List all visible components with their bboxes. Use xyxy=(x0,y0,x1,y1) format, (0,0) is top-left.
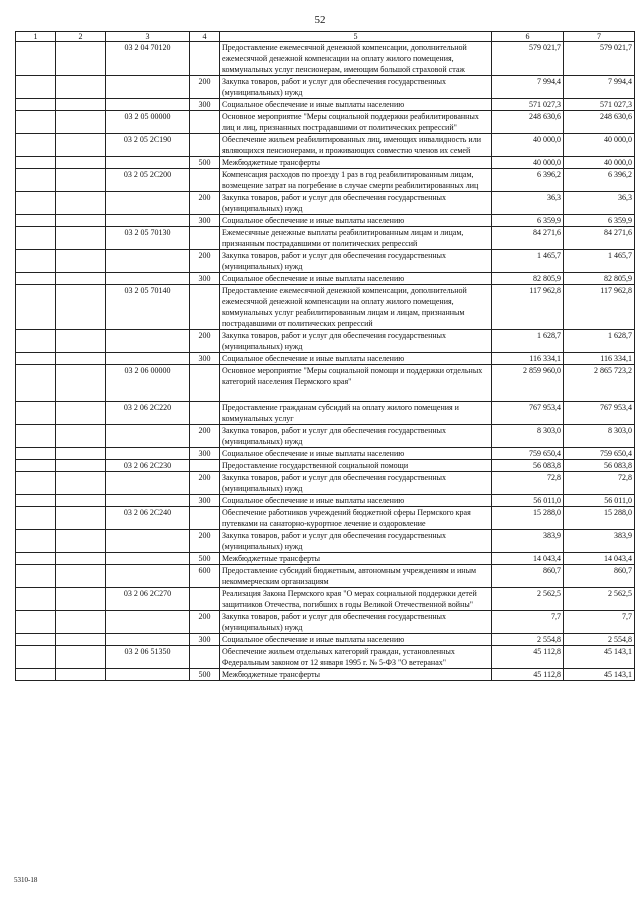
amount-col-6: 45 112,8 xyxy=(492,646,564,669)
amount-col-6: 759 650,4 xyxy=(492,448,564,460)
cell-col-1 xyxy=(16,285,56,330)
item-name: Закупка товаров, работ и услуг для обеспечения государственных (муниципальных) нужд xyxy=(220,530,492,553)
budget-code: 03 2 06 51350 xyxy=(106,646,190,669)
amount-col-7: 579 021,7 xyxy=(564,42,635,76)
item-name: Предоставление ежемесячной денежной компенсации, дополнительной ежемесячной денежной компенсации на оплату жилого помещения, коммунальных услуг реабилитированным лицам и лицам, признанным пострадавшими от политических репрессий xyxy=(220,285,492,330)
expense-type: 300 xyxy=(190,99,220,111)
cell-col-1 xyxy=(16,169,56,192)
table-row xyxy=(16,507,635,530)
expense-type: 500 xyxy=(190,553,220,565)
amount-col-6: 40 000,0 xyxy=(492,157,564,169)
cell-col-2 xyxy=(56,530,106,553)
item-name: Обеспечение работников учреждений бюджетной сферы Пермского края путевками на санаторно-курортное лечение и оздоровление xyxy=(220,507,492,530)
budget-code xyxy=(106,472,190,495)
amount-col-6: 383,9 xyxy=(492,530,564,553)
item-name: Социальное обеспечение и иные выплаты населению xyxy=(220,99,492,111)
cell-col-1 xyxy=(16,402,56,425)
table-row xyxy=(16,99,635,111)
budget-code xyxy=(106,99,190,111)
amount-col-7: 759 650,4 xyxy=(564,448,635,460)
cell-col-2 xyxy=(56,111,106,134)
amount-col-7: 56 011,0 xyxy=(564,495,635,507)
table-row xyxy=(16,425,635,448)
amount-col-6: 8 303,0 xyxy=(492,425,564,448)
cell-col-2 xyxy=(56,611,106,634)
amount-col-6: 40 000,0 xyxy=(492,134,564,157)
cell-col-2 xyxy=(56,215,106,227)
budget-code xyxy=(106,215,190,227)
cell-col-1 xyxy=(16,553,56,565)
expense-type: 500 xyxy=(190,669,220,681)
amount-col-7: 7,7 xyxy=(564,611,635,634)
item-name: Предоставление субсидий бюджетным, автономным учреждениям и иным некоммерческим организациям xyxy=(220,565,492,588)
amount-col-6: 7,7 xyxy=(492,611,564,634)
expense-type: 300 xyxy=(190,495,220,507)
cell-col-1 xyxy=(16,646,56,669)
item-name: Социальное обеспечение и иные выплаты населению xyxy=(220,495,492,507)
table-row xyxy=(16,250,635,273)
expense-type: 300 xyxy=(190,353,220,365)
amount-col-7: 56 083,8 xyxy=(564,460,635,472)
cell-col-2 xyxy=(56,588,106,611)
budget-code xyxy=(106,448,190,460)
budget-code: 03 2 06 2С270 xyxy=(106,588,190,611)
item-name: Закупка товаров, работ и услуг для обеспечения государственных (муниципальных) нужд xyxy=(220,330,492,353)
budget-code: 03 2 05 2С190 xyxy=(106,134,190,157)
item-name: Межбюджетные трансферты xyxy=(220,157,492,169)
table-row xyxy=(16,365,635,402)
expense-type: 200 xyxy=(190,192,220,215)
table-row xyxy=(16,669,635,681)
item-name: Предоставление государственной социальной помощи xyxy=(220,460,492,472)
amount-col-7: 116 334,1 xyxy=(564,353,635,365)
item-name: Закупка товаров, работ и услуг для обеспечения государственных (муниципальных) нужд xyxy=(220,425,492,448)
table-row xyxy=(16,588,635,611)
budget-code xyxy=(106,192,190,215)
item-name: Социальное обеспечение и иные выплаты населению xyxy=(220,215,492,227)
cell-col-1 xyxy=(16,227,56,250)
amount-col-6: 84 271,6 xyxy=(492,227,564,250)
budget-code xyxy=(106,425,190,448)
cell-col-1 xyxy=(16,192,56,215)
expense-type: 300 xyxy=(190,273,220,285)
amount-col-6: 579 021,7 xyxy=(492,42,564,76)
table-row xyxy=(16,192,635,215)
expense-type: 300 xyxy=(190,448,220,460)
cell-col-2 xyxy=(56,448,106,460)
header-col-4: 4 xyxy=(190,32,220,42)
amount-col-7: 248 630,6 xyxy=(564,111,635,134)
cell-col-1 xyxy=(16,460,56,472)
cell-col-2 xyxy=(56,227,106,250)
cell-col-1 xyxy=(16,111,56,134)
cell-col-1 xyxy=(16,472,56,495)
item-name: Межбюджетные трансферты xyxy=(220,553,492,565)
item-name: Социальное обеспечение и иные выплаты населению xyxy=(220,353,492,365)
amount-col-6: 82 805,9 xyxy=(492,273,564,285)
expense-type: 200 xyxy=(190,472,220,495)
expense-type xyxy=(190,365,220,402)
cell-col-1 xyxy=(16,448,56,460)
cell-col-1 xyxy=(16,273,56,285)
amount-col-6: 56 011,0 xyxy=(492,495,564,507)
cell-col-1 xyxy=(16,157,56,169)
amount-col-6: 6 396,2 xyxy=(492,169,564,192)
amount-col-7: 860,7 xyxy=(564,565,635,588)
table-row xyxy=(16,111,635,134)
amount-col-7: 40 000,0 xyxy=(564,157,635,169)
amount-col-6: 2 562,5 xyxy=(492,588,564,611)
table-row xyxy=(16,353,635,365)
budget-code: 03 2 05 2С200 xyxy=(106,169,190,192)
expense-type: 500 xyxy=(190,157,220,169)
amount-col-7: 6 396,2 xyxy=(564,169,635,192)
cell-col-1 xyxy=(16,507,56,530)
amount-col-6: 6 359,9 xyxy=(492,215,564,227)
cell-col-1 xyxy=(16,134,56,157)
table-row xyxy=(16,76,635,99)
cell-col-2 xyxy=(56,134,106,157)
cell-col-1 xyxy=(16,634,56,646)
item-name: Предоставление гражданам субсидий на оплату жилого помещения и коммунальных услуг xyxy=(220,402,492,425)
amount-col-7: 767 953,4 xyxy=(564,402,635,425)
item-name: Социальное обеспечение и иные выплаты населению xyxy=(220,448,492,460)
table-row xyxy=(16,227,635,250)
cell-col-2 xyxy=(56,285,106,330)
table-row xyxy=(16,157,635,169)
header-col-5: 5 xyxy=(220,32,492,42)
amount-col-7: 45 143,1 xyxy=(564,669,635,681)
amount-col-7: 1 628,7 xyxy=(564,330,635,353)
page-number: 52 xyxy=(314,14,326,26)
cell-col-2 xyxy=(56,353,106,365)
amount-col-7: 45 143,1 xyxy=(564,646,635,669)
budget-code xyxy=(106,611,190,634)
cell-col-2 xyxy=(56,460,106,472)
expense-type: 600 xyxy=(190,565,220,588)
item-name: Основное мероприятие "Меры социальной помощи и поддержки отдельных категорий населения Пермского края" xyxy=(220,365,492,402)
expense-type xyxy=(190,460,220,472)
cell-col-1 xyxy=(16,588,56,611)
expense-type: 300 xyxy=(190,215,220,227)
amount-col-7: 6 359,9 xyxy=(564,215,635,227)
expense-type xyxy=(190,42,220,76)
item-name: Социальное обеспечение и иные выплаты населению xyxy=(220,634,492,646)
cell-col-1 xyxy=(16,669,56,681)
cell-col-1 xyxy=(16,42,56,76)
cell-col-2 xyxy=(56,669,106,681)
cell-col-1 xyxy=(16,353,56,365)
expense-type xyxy=(190,111,220,134)
amount-col-6: 2 554,8 xyxy=(492,634,564,646)
table-row xyxy=(16,565,635,588)
amount-col-7: 72,8 xyxy=(564,472,635,495)
item-name: Закупка товаров, работ и услуг для обеспечения государственных (муниципальных) нужд xyxy=(220,192,492,215)
table-row xyxy=(16,285,635,330)
amount-col-6: 7 994,4 xyxy=(492,76,564,99)
budget-code: 03 2 06 2С240 xyxy=(106,507,190,530)
header-col-3: 3 xyxy=(106,32,190,42)
amount-col-6: 116 334,1 xyxy=(492,353,564,365)
budget-code xyxy=(106,250,190,273)
amount-col-7: 15 288,0 xyxy=(564,507,635,530)
table-row xyxy=(16,553,635,565)
expense-type: 200 xyxy=(190,611,220,634)
header-col-2: 2 xyxy=(56,32,106,42)
amount-col-6: 36,3 xyxy=(492,192,564,215)
amount-col-7: 36,3 xyxy=(564,192,635,215)
budget-code xyxy=(106,495,190,507)
item-name: Закупка товаров, работ и услуг для обеспечения государственных (муниципальных) нужд xyxy=(220,76,492,99)
table-header-row xyxy=(16,32,635,42)
amount-col-6: 767 953,4 xyxy=(492,402,564,425)
amount-col-7: 8 303,0 xyxy=(564,425,635,448)
expense-type xyxy=(190,134,220,157)
expense-type: 200 xyxy=(190,250,220,273)
item-name: Предоставление ежемесячной денежной компенсации, дополнительной ежемесячной денежной компенсации на оплату жилого помещения, коммунальных услуг пенсионерам, имеющим большой страховой стаж xyxy=(220,42,492,76)
item-name: Обеспечение жильем отдельных категорий граждан, установленных Федеральным законом от 12 января 1995 г. № 5-ФЗ "О ветеранах" xyxy=(220,646,492,669)
amount-col-6: 571 027,3 xyxy=(492,99,564,111)
amount-col-7: 2 865 723,2 xyxy=(564,365,635,402)
amount-col-7: 117 962,8 xyxy=(564,285,635,330)
item-name: Компенсация расходов по проезду 1 раз в год реабилитированным лицам, возмещение затрат на погребение в случае смерти реабилитированных лиц xyxy=(220,169,492,192)
cell-col-1 xyxy=(16,250,56,273)
amount-col-7: 7 994,4 xyxy=(564,76,635,99)
budget-code xyxy=(106,565,190,588)
table-row xyxy=(16,330,635,353)
cell-col-1 xyxy=(16,530,56,553)
cell-col-2 xyxy=(56,565,106,588)
table-row xyxy=(16,646,635,669)
amount-col-6: 72,8 xyxy=(492,472,564,495)
budget-code: 03 2 05 70140 xyxy=(106,285,190,330)
header-col-1: 1 xyxy=(16,32,56,42)
cell-col-1 xyxy=(16,365,56,402)
budget-code: 03 2 06 2С220 xyxy=(106,402,190,425)
expense-type: 200 xyxy=(190,530,220,553)
cell-col-2 xyxy=(56,425,106,448)
table-row xyxy=(16,215,635,227)
cell-col-1 xyxy=(16,495,56,507)
table-body xyxy=(16,42,635,681)
table-row xyxy=(16,448,635,460)
item-name: Социальное обеспечение и иные выплаты населению xyxy=(220,273,492,285)
budget-code: 03 2 05 70130 xyxy=(106,227,190,250)
cell-col-2 xyxy=(56,169,106,192)
amount-col-7: 40 000,0 xyxy=(564,134,635,157)
table-row xyxy=(16,634,635,646)
item-name: Реализация Закона Пермского края "О мерах социальной поддержки детей защитников Отечества, погибших в годы Великой Отечественной войны" xyxy=(220,588,492,611)
budget-code xyxy=(106,353,190,365)
item-name: Закупка товаров, работ и услуг для обеспечения государственных (муниципальных) нужд xyxy=(220,250,492,273)
header-col-6: 6 xyxy=(492,32,564,42)
expense-type: 200 xyxy=(190,330,220,353)
expense-type xyxy=(190,588,220,611)
cell-col-2 xyxy=(56,646,106,669)
cell-col-2 xyxy=(56,42,106,76)
cell-col-2 xyxy=(56,472,106,495)
table-row xyxy=(16,402,635,425)
cell-col-2 xyxy=(56,192,106,215)
amount-col-6: 860,7 xyxy=(492,565,564,588)
amount-col-6: 117 962,8 xyxy=(492,285,564,330)
budget-code xyxy=(106,273,190,285)
budget-code xyxy=(106,530,190,553)
amount-col-6: 2 859 960,0 xyxy=(492,365,564,402)
cell-col-2 xyxy=(56,402,106,425)
amount-col-6: 15 288,0 xyxy=(492,507,564,530)
expense-type xyxy=(190,507,220,530)
cell-col-1 xyxy=(16,99,56,111)
expense-type xyxy=(190,402,220,425)
table-row xyxy=(16,169,635,192)
amount-col-6: 56 083,8 xyxy=(492,460,564,472)
amount-col-7: 383,9 xyxy=(564,530,635,553)
expense-type: 200 xyxy=(190,425,220,448)
budget-code xyxy=(106,553,190,565)
budget-table xyxy=(15,31,635,681)
cell-col-1 xyxy=(16,76,56,99)
item-name: Межбюджетные трансферты xyxy=(220,669,492,681)
cell-col-1 xyxy=(16,611,56,634)
budget-code xyxy=(106,76,190,99)
cell-col-1 xyxy=(16,425,56,448)
amount-col-7: 84 271,6 xyxy=(564,227,635,250)
table-row xyxy=(16,611,635,634)
cell-col-2 xyxy=(56,76,106,99)
header-col-7: 7 xyxy=(564,32,635,42)
cell-col-2 xyxy=(56,634,106,646)
budget-code: 03 2 06 2С230 xyxy=(106,460,190,472)
cell-col-2 xyxy=(56,273,106,285)
cell-col-1 xyxy=(16,330,56,353)
cell-col-1 xyxy=(16,565,56,588)
cell-col-2 xyxy=(56,157,106,169)
expense-type xyxy=(190,227,220,250)
cell-col-2 xyxy=(56,330,106,353)
expense-type xyxy=(190,646,220,669)
expense-type: 200 xyxy=(190,76,220,99)
table-row xyxy=(16,460,635,472)
amount-col-7: 1 465,7 xyxy=(564,250,635,273)
amount-col-6: 1 628,7 xyxy=(492,330,564,353)
budget-code xyxy=(106,634,190,646)
amount-col-7: 2 562,5 xyxy=(564,588,635,611)
cell-col-1 xyxy=(16,215,56,227)
amount-col-7: 2 554,8 xyxy=(564,634,635,646)
amount-col-6: 1 465,7 xyxy=(492,250,564,273)
table-row xyxy=(16,134,635,157)
table-row xyxy=(16,42,635,76)
table-row xyxy=(16,495,635,507)
table-row xyxy=(16,273,635,285)
cell-col-2 xyxy=(56,365,106,402)
expense-type: 300 xyxy=(190,634,220,646)
budget-code xyxy=(106,157,190,169)
amount-col-6: 248 630,6 xyxy=(492,111,564,134)
budget-code: 03 2 05 00000 xyxy=(106,111,190,134)
cell-col-2 xyxy=(56,495,106,507)
budget-code xyxy=(106,669,190,681)
table-row xyxy=(16,472,635,495)
cell-col-2 xyxy=(56,99,106,111)
footer-code: 5310-18 xyxy=(14,876,38,884)
item-name: Ежемесячные денежные выплаты реабилитированным лицам и лицам, признанным пострадавшими от политических репрессий xyxy=(220,227,492,250)
budget-code: 03 2 04 70120 xyxy=(106,42,190,76)
amount-col-7: 82 805,9 xyxy=(564,273,635,285)
budget-code xyxy=(106,330,190,353)
amount-col-6: 14 043,4 xyxy=(492,553,564,565)
item-name: Основное мероприятие "Меры социальной поддержки реабилитированных лиц и лиц, признанных пострадавшими от политических репрессий" xyxy=(220,111,492,134)
amount-col-6: 45 112,8 xyxy=(492,669,564,681)
amount-col-7: 14 043,4 xyxy=(564,553,635,565)
budget-code: 03 2 06 00000 xyxy=(106,365,190,402)
amount-col-7: 571 027,3 xyxy=(564,99,635,111)
expense-type xyxy=(190,169,220,192)
cell-col-2 xyxy=(56,553,106,565)
cell-col-2 xyxy=(56,507,106,530)
cell-col-2 xyxy=(56,250,106,273)
expense-type xyxy=(190,285,220,330)
item-name: Закупка товаров, работ и услуг для обеспечения государственных (муниципальных) нужд xyxy=(220,611,492,634)
item-name: Обеспечение жильем реабилитированных лиц, имеющих инвалидность или являющихся пенсионерами, и проживающих совместно членов их семей xyxy=(220,134,492,157)
table-row xyxy=(16,530,635,553)
item-name: Закупка товаров, работ и услуг для обеспечения государственных (муниципальных) нужд xyxy=(220,472,492,495)
